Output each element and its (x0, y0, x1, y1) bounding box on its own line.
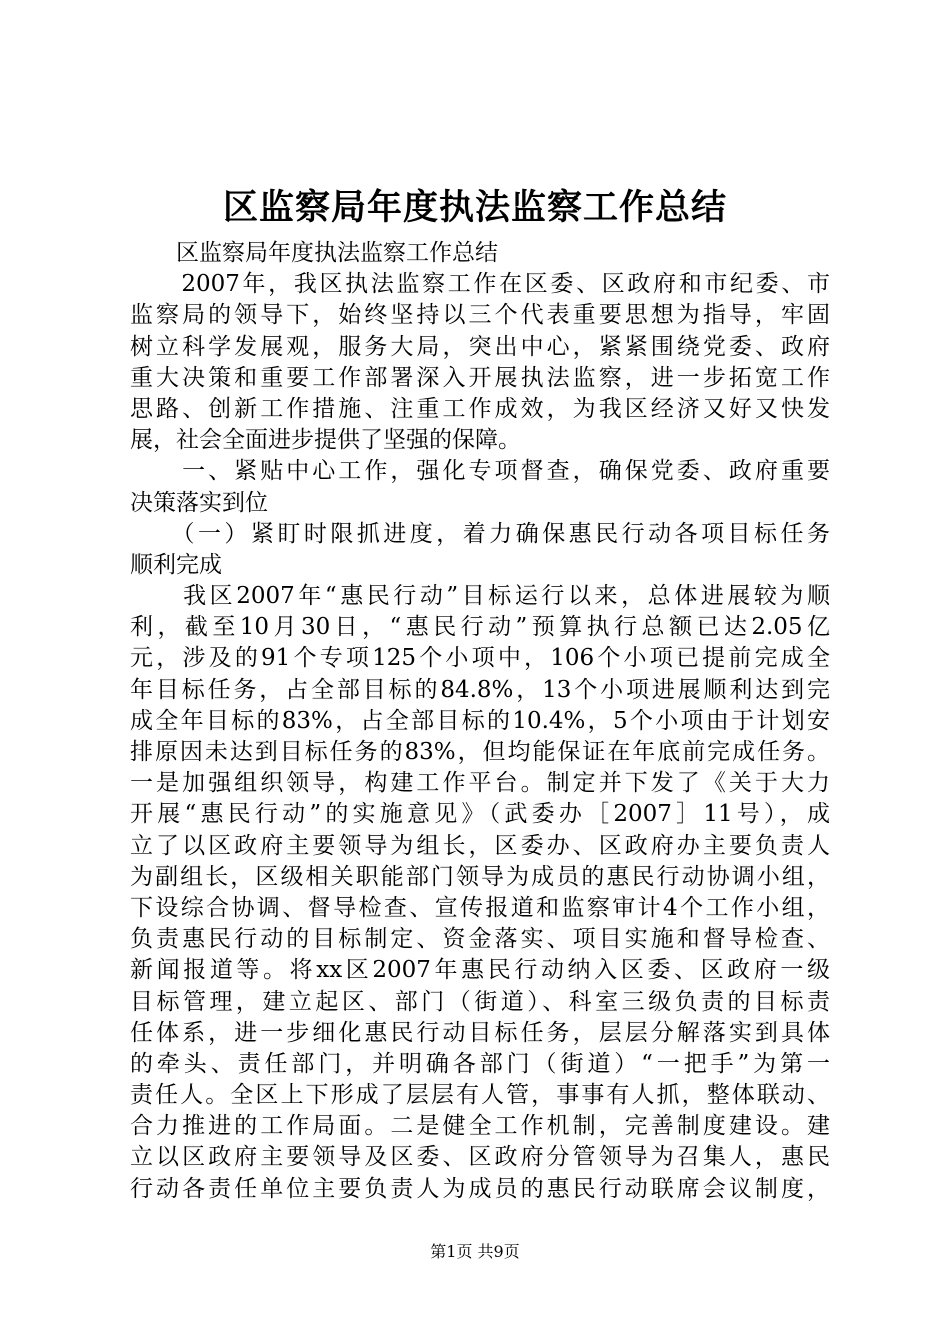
paragraph-line: 一、紧贴中心工作，强化专项督查，确保党委、政府重要 (130, 458, 830, 485)
paragraph-line: 负责惠民行动的目标制定、资金落实、项目实施和督导检查、 (130, 926, 830, 953)
paragraph-line: 新闻报道等。将xx区2007年惠民行动纳入区委、区政府一级 (130, 957, 830, 984)
paragraph-line: 任体系，进一步细化惠民行动目标任务，层层分解落实到具体 (130, 1019, 830, 1046)
paragraph-line: 责任人。全区上下形成了层层有人管，事事有人抓，整体联动、 (130, 1082, 830, 1109)
paragraph-line: 展，社会全面进步提供了坚强的保障。 (130, 427, 521, 454)
paragraph-line: 为副组长，区级相关职能部门领导为成员的惠民行动协调小组， (130, 863, 830, 890)
paragraph-line: 我区2007年“惠民行动”目标运行以来，总体进展较为顺 (130, 583, 830, 610)
document-title: 区监察局年度执法监察工作总结 (222, 187, 727, 228)
paragraph-line: 立以区政府主要领导及区委、区政府分管领导为召集人，惠民 (130, 1144, 830, 1171)
paragraph-line: 元，涉及的91个专项125个小项中，106个小项已提前完成全 (130, 645, 830, 672)
paragraph-line: 年目标任务，占全部目标的84.8%，13个小项进展顺利达到完 (130, 676, 830, 703)
paragraph-line: 合力推进的工作局面。二是健全工作机制，完善制度建设。建 (130, 1113, 830, 1140)
page-footer: 第1页 共9页 (430, 1242, 520, 1261)
paragraph-line: 开展“惠民行动”的实施意见》（武委办［2007］11号），成 (130, 801, 830, 828)
paragraph-line: 一是加强组织领导，构建工作平台。制定并下发了《关于大力 (130, 770, 830, 797)
paragraph-line: （一）紧盯时限抓进度，着力确保惠民行动各项目标任务 (130, 520, 830, 547)
paragraph-line: 立了以区政府主要领导为组长，区委办、区政府办主要负责人 (130, 832, 830, 859)
paragraph-line: 行动各责任单位主要负责人为成员的惠民行动联席会议制度， (130, 1175, 830, 1202)
paragraph-line: 目标管理，建立起区、部门（街道）、科室三级负责的目标责 (130, 988, 830, 1015)
paragraph-line: 监察局的领导下，始终坚持以三个代表重要思想为指导，牢固 (130, 302, 830, 329)
paragraph-line: 区监察局年度执法监察工作总结 (130, 240, 498, 266)
paragraph-line: 顺利完成 (130, 551, 222, 578)
paragraph-line: 下设综合协调、督导检查、宣传报道和监察审计4个工作小组， (130, 894, 830, 921)
paragraph-line: 树立科学发展观，服务大局，突出中心，紧紧围绕党委、政府 (130, 333, 830, 360)
paragraph-line: 重大决策和重要工作部署深入开展执法监察，进一步拓宽工作 (130, 364, 830, 391)
paragraph-line: 的牵头、责任部门，并明确各部门（街道）“一把手”为第一 (130, 1050, 830, 1077)
paragraph-line: 利，截至10月30日，“惠民行动”预算执行总额已达2.05亿 (130, 614, 830, 641)
document-body (130, 238, 830, 1205)
paragraph-line: 成全年目标的83%，占全部目标的10.4%，5个小项由于计划安 (130, 707, 830, 734)
paragraph-line: 排原因未达到目标任务的83%，但均能保证在年底前完成任务。 (130, 739, 830, 765)
paragraph-line: 思路、创新工作措施、注重工作成效，为我区经济又好又快发 (130, 395, 830, 422)
paragraph-line: 决策落实到位 (130, 489, 268, 516)
paragraph-line: 2007年，我区执法监察工作在区委、区政府和市纪委、市 (130, 271, 830, 298)
